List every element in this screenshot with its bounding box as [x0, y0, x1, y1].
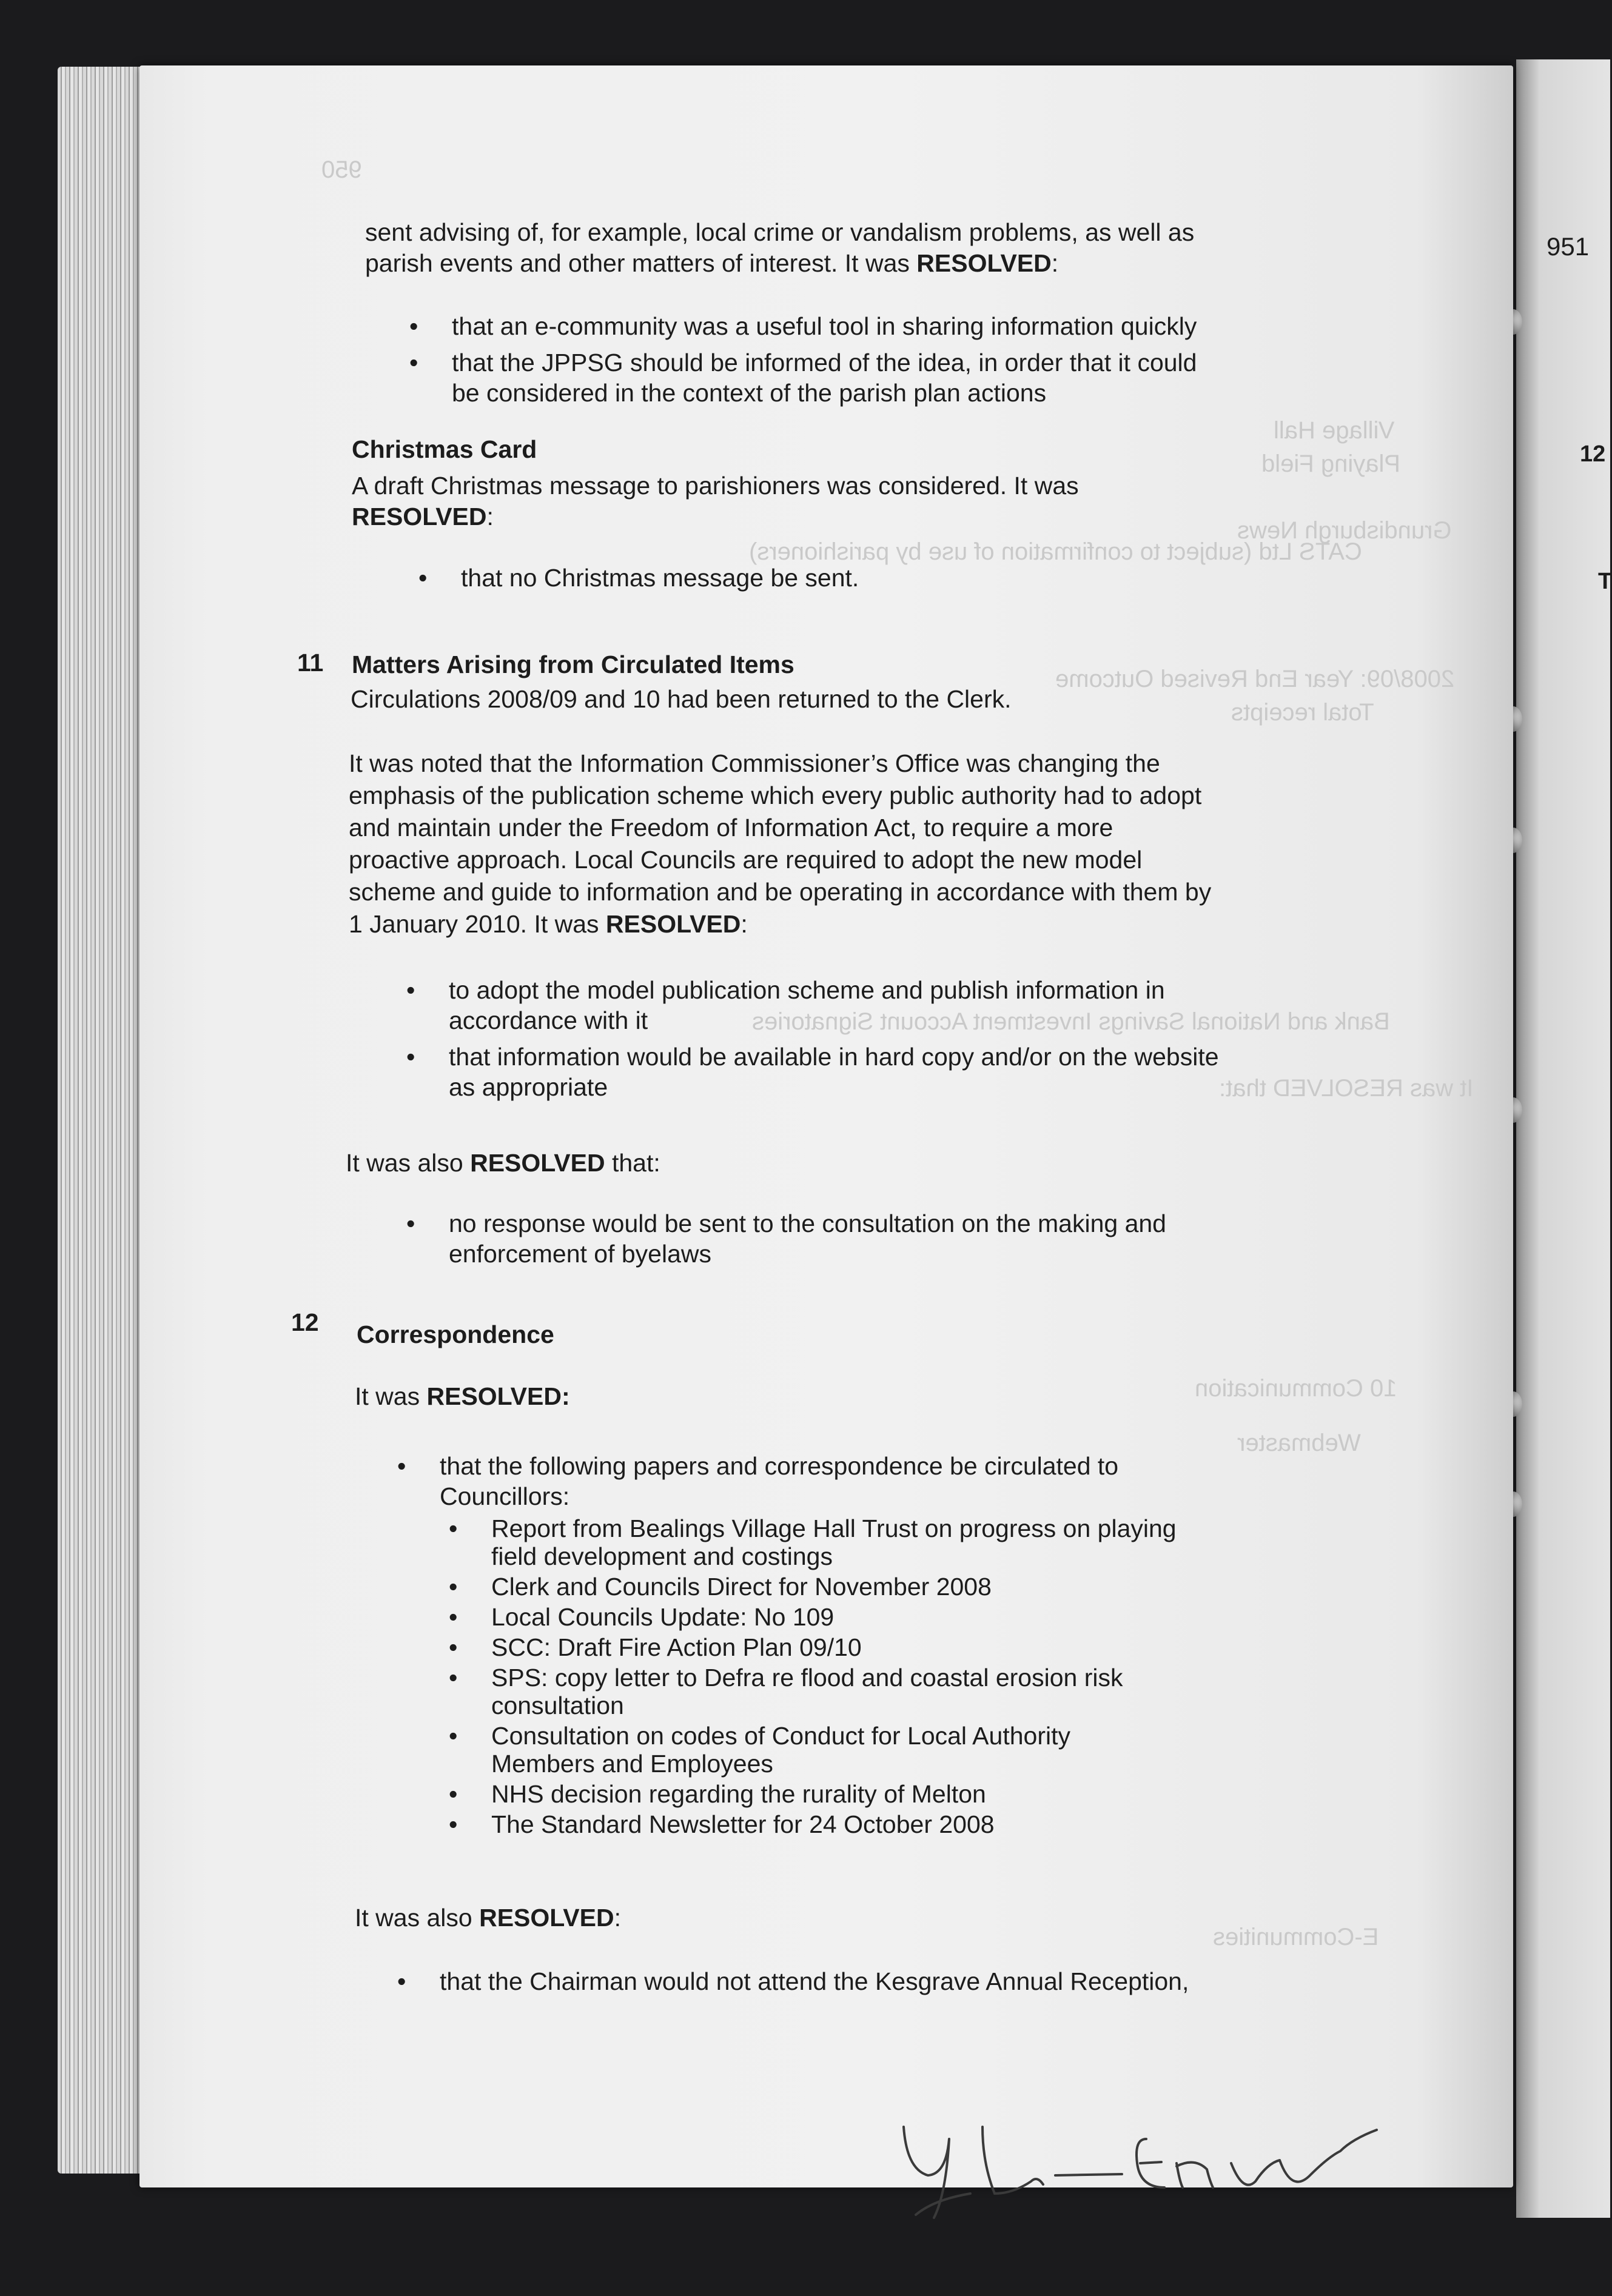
facing-page-fragment: T — [1598, 569, 1612, 594]
correspondence-item: • Consultation on codes of Conduct for Local Authority Members and Employees — [449, 1722, 1177, 1778]
intro-paragraph — [365, 217, 1194, 279]
bleed-through-text: E-Communities — [1213, 1924, 1379, 1950]
list-item: • that the following papers and correspondence be circulated to Councillors: — [397, 1451, 1118, 1511]
bleed-through-text: Village Hall — [1274, 417, 1395, 444]
section11-also-resolved: It was also RESOLVED that: — [346, 1149, 660, 1177]
list-item: • that no Christmas message be sent. — [418, 563, 859, 593]
bleed-through-text: CATS Ltd (subject to confirmation of use by parishioners) — [749, 538, 1362, 565]
page-number: 951 — [1547, 232, 1590, 261]
document-page — [139, 65, 1590, 2187]
resolved-keyword: RESOLVED — [916, 249, 1052, 277]
section11-also-resolutions — [406, 1208, 1166, 1275]
correspondence-item: • The Standard Newsletter for 24 October 2008 — [449, 1810, 1177, 1838]
list-item: • no response would be sent to the consultation on the making and enforcement of byelaws — [406, 1208, 1166, 1269]
section11-paragraph — [349, 748, 1211, 940]
text-line: scheme and guide to information and be operating in accordance with them by — [349, 878, 1212, 906]
bleed-through-text: Bank and National Savings Investment Account Signatories — [752, 1008, 1390, 1035]
list-item: • that information would be available in hard copy and/or on the website as appropriate — [406, 1042, 1219, 1102]
correspondence-item: • Report from Bealings Village Hall Trust on progress on playing field development and costings — [449, 1514, 1177, 1570]
section11-intro: Circulations 2008/09 and 10 had been returned to the Clerk. — [351, 685, 1012, 713]
text-line: It was noted that the Information Commissioner’s Office was changing the — [349, 749, 1160, 777]
correspondence-item: • SCC: Draft Fire Action Plan 09/10 — [449, 1633, 1177, 1661]
section11-resolutions — [406, 975, 1219, 1108]
section-number: 12 — [291, 1308, 319, 1336]
text-line: 1 January 2010. It was RESOLVED: — [349, 910, 748, 938]
bleed-through-text: Total receipts — [1231, 699, 1374, 726]
text-line: RESOLVED: — [352, 503, 494, 530]
text-line: proactive approach. Local Councils are required to adopt the new model — [349, 846, 1143, 874]
facing-page-edge — [1516, 59, 1610, 2218]
list-item: • that the Chairman would not attend the Kesgrave Annual Reception, — [397, 1966, 1189, 1996]
correspondence-item: • Clerk and Councils Direct for November 2008 — [449, 1573, 1177, 1601]
correspondence-item: • NHS decision regarding the rurality of Melton — [449, 1780, 1177, 1808]
section-heading: Matters Arising from Circulated Items — [352, 651, 794, 678]
text-line: and maintain under the Freedom of Information Act, to require a more — [349, 814, 1113, 842]
text-line: A draft Christmas message to parishioners was considered. It was — [352, 472, 1079, 500]
subheading-christmas-card: Christmas Card — [352, 435, 537, 463]
bleed-through-text: Playing Field — [1261, 450, 1401, 477]
section-heading: Correspondence — [357, 1320, 554, 1348]
correspondence-item: • Local Councils Update: No 109 — [449, 1603, 1177, 1631]
section12-resolutions — [397, 1451, 1118, 1518]
bleed-through-text: It was RESOLVED that: — [1219, 1075, 1474, 1102]
handwritten-signature — [892, 2103, 1407, 2224]
section12-also-resolved: It was also RESOLVED: — [355, 1904, 621, 1932]
text-line: emphasis of the publication scheme which every public authority had to adopt — [349, 782, 1202, 809]
christmas-resolutions — [418, 563, 859, 599]
bleed-through-text: Grundisburgh News — [1237, 517, 1452, 544]
ecommunity-resolutions — [409, 311, 1197, 414]
list-item: • that an e-community was a useful tool in sharing information quickly — [409, 311, 1197, 341]
bleed-through-text: 950 — [321, 156, 362, 183]
bleed-through-text: 10 Communication — [1195, 1375, 1397, 1402]
text-line: parish events and other matters of interest. It was RESOLVED: — [365, 249, 1059, 277]
section12-also-resolutions — [397, 1966, 1189, 2003]
bleed-through-text: Webmaster — [1237, 1430, 1361, 1456]
correspondence-list — [449, 1514, 1177, 1841]
facing-page-fragment: 12 — [1580, 441, 1606, 467]
section12-resolved: It was RESOLVED: — [355, 1382, 570, 1410]
christmas-paragraph — [352, 470, 1079, 532]
list-item: • that the JPPSG should be informed of the idea, in order that it could be considered in the context of the parish plan actions — [409, 347, 1197, 408]
list-item: • to adopt the model publication scheme and publish information in accordance with it — [406, 975, 1219, 1036]
bleed-through-text: 2008/09: Year End Revised Outcome — [1055, 666, 1455, 692]
text-line: sent advising of, for example, local crime or vandalism problems, as well as — [365, 218, 1195, 246]
section-number: 11 — [297, 649, 324, 677]
correspondence-item: • SPS: copy letter to Defra re flood and coastal erosion risk consultation — [449, 1664, 1177, 1719]
